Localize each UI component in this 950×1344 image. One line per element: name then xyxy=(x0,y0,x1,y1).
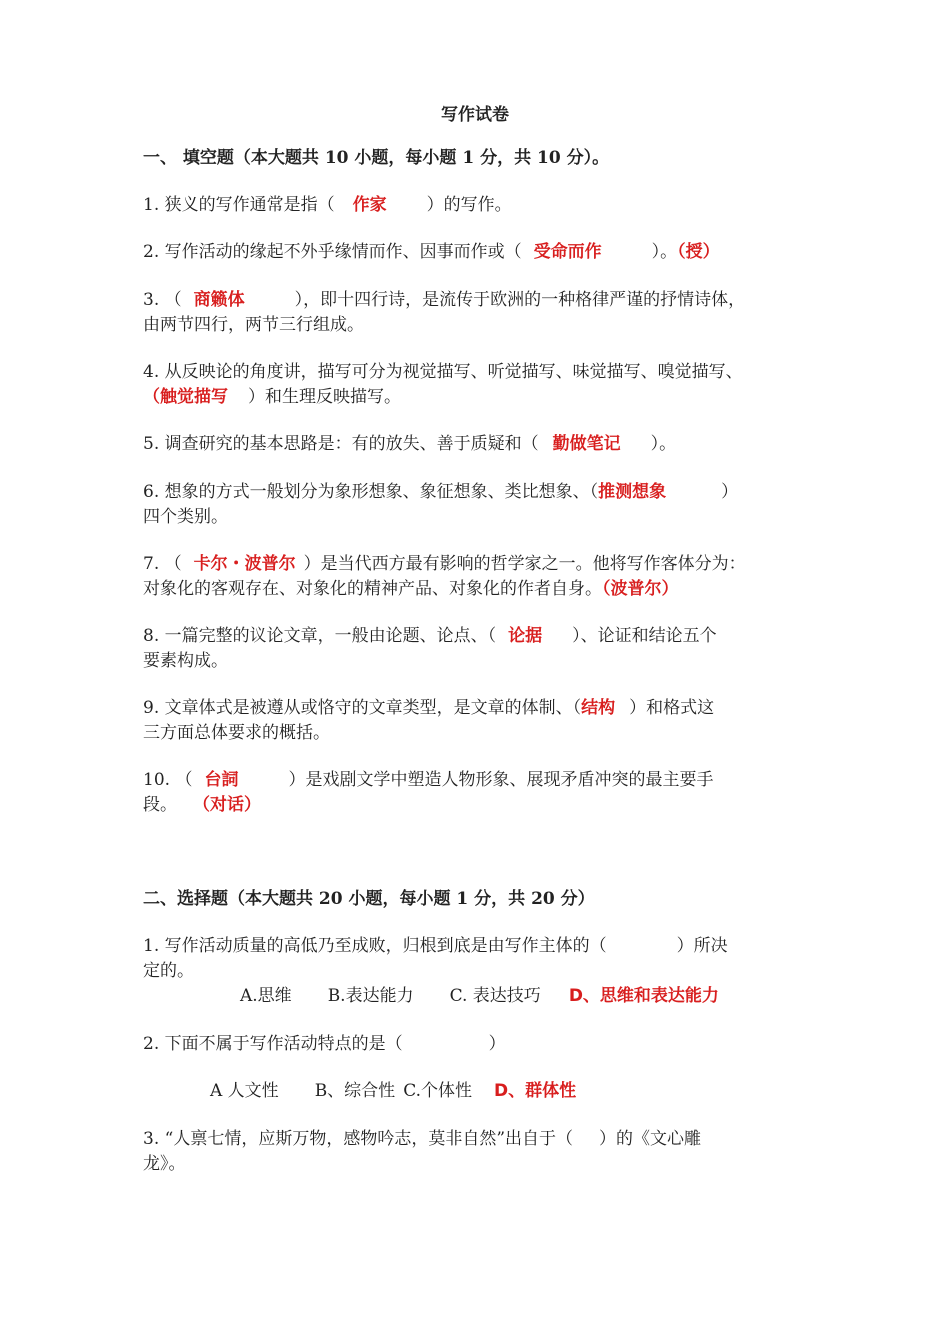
answer-4: （触觉描写 xyxy=(143,387,228,407)
section2-heading: 二、选择题（本大题共 20 小题，每小题 1 分，共 20 分） xyxy=(143,889,595,909)
fill-question-4-cont: （触觉描写 ）和生理反映描写。 xyxy=(143,387,401,407)
fill-question-6-cont: 四个类别。 xyxy=(143,507,228,527)
fill-question-10-cont: 段。 （对话） xyxy=(143,795,261,815)
choice-question-1-options xyxy=(240,984,920,1009)
answer-3: 商籁体 xyxy=(193,290,245,310)
option-b: B.表达能力 xyxy=(327,986,414,1006)
fill-question-7-cont: 对象化的客观存在、对象化的精神产品、对象化的作者自身。（波普尔） xyxy=(143,579,679,599)
fill-question-4: 4. 从反映论的角度讲，描写可分为视觉描写、听觉描写、味觉描写、嗅觉描写、 xyxy=(143,362,743,382)
fill-question-1: 1. 狭义的写作通常是指（ 作家 ）的写作。 xyxy=(143,195,512,215)
option-a: A 人文性 xyxy=(210,1081,279,1101)
note-10: （对话） xyxy=(193,795,261,815)
answer-6: 推测想象 xyxy=(598,482,667,502)
note-7: （波普尔） xyxy=(602,579,679,599)
choice-question-1-cont: 定的。 xyxy=(143,961,194,981)
fill-question-8: 8. 一篇完整的议论文章，一般由论题、论点、（ 论据 ）、论证和结论五个 xyxy=(143,626,717,646)
choice-question-2: 2. 下面不属于写作活动特点的是（ ） xyxy=(143,1034,506,1054)
fill-question-5: 5. 调查研究的基本思路是：有的放失、善于质疑和（ 勤做笔记 ）。 xyxy=(143,434,677,454)
answer-5: 勤做笔记 xyxy=(552,434,621,454)
choice-question-3-cont: 龙》。 xyxy=(143,1154,186,1174)
section1-heading: 一、 填空题（本大题共 10 小题，每小题 1 分，共 10 分）。 xyxy=(143,148,610,168)
answer-10: 台詞 xyxy=(204,770,239,790)
answer-2: 受命而作 xyxy=(533,242,602,262)
answer-1: 作家 xyxy=(352,195,387,215)
option-b: B、综合性 xyxy=(314,1081,396,1101)
option-d-answer: D、群体性 xyxy=(494,1081,577,1101)
choice-question-1: 1. 写作活动质量的高低乃至成败，归根到底是由写作主体的（ ）所决 xyxy=(143,936,728,956)
option-a: A.思维 xyxy=(240,986,292,1006)
choice-question-2-options xyxy=(210,1079,890,1104)
answer-9: 结构 xyxy=(581,698,616,718)
fill-question-2: 2. 写作活动的缘起不外乎缘情而作、因事而作或（ 受命而作 ）。（授） xyxy=(143,242,720,262)
choice-question-3: 3. “人禀七情，应斯万物，感物吟志，莫非自然”出自于（ ）的《文心雕 xyxy=(143,1129,702,1149)
fill-question-6: 6. 想象的方式一般划分为象形想象、象征想象、类比想象、（推测想象 ） xyxy=(143,482,739,502)
fill-question-8-cont: 要素构成。 xyxy=(143,651,228,671)
fill-question-9: 9. 文章体式是被遵从或恪守的文章类型，是文章的体制、（结构 ）和格式这 xyxy=(143,698,715,718)
option-c: C.个体性 xyxy=(403,1081,472,1101)
fill-question-3: 3. （ 商籁体 ），即十四行诗，是流传于欧洲的一种格律严谨的抒情诗体， xyxy=(143,290,746,310)
page-title: 写作试卷 xyxy=(441,105,509,125)
fill-question-3-cont: 由两节四行，两节三行组成。 xyxy=(143,315,364,335)
option-d-answer: D、思维和表达能力 xyxy=(568,986,719,1006)
fill-question-9-cont: 三方面总体要求的概括。 xyxy=(143,723,330,743)
note-2: （授） xyxy=(677,242,720,262)
answer-7: 卡尔・波普尔 xyxy=(193,554,296,574)
fill-question-10: 10. （ 台詞 ）是戏剧文学中塑造人物形象、展现矛盾冲突的最主要手 xyxy=(143,770,714,790)
fill-question-7: 7. （ 卡尔・波普尔 ）是当代西方最有影响的哲学家之一。他将写作客体分为： xyxy=(143,554,746,574)
answer-8: 论据 xyxy=(508,626,543,646)
option-c: C. 表达技巧 xyxy=(449,986,541,1006)
